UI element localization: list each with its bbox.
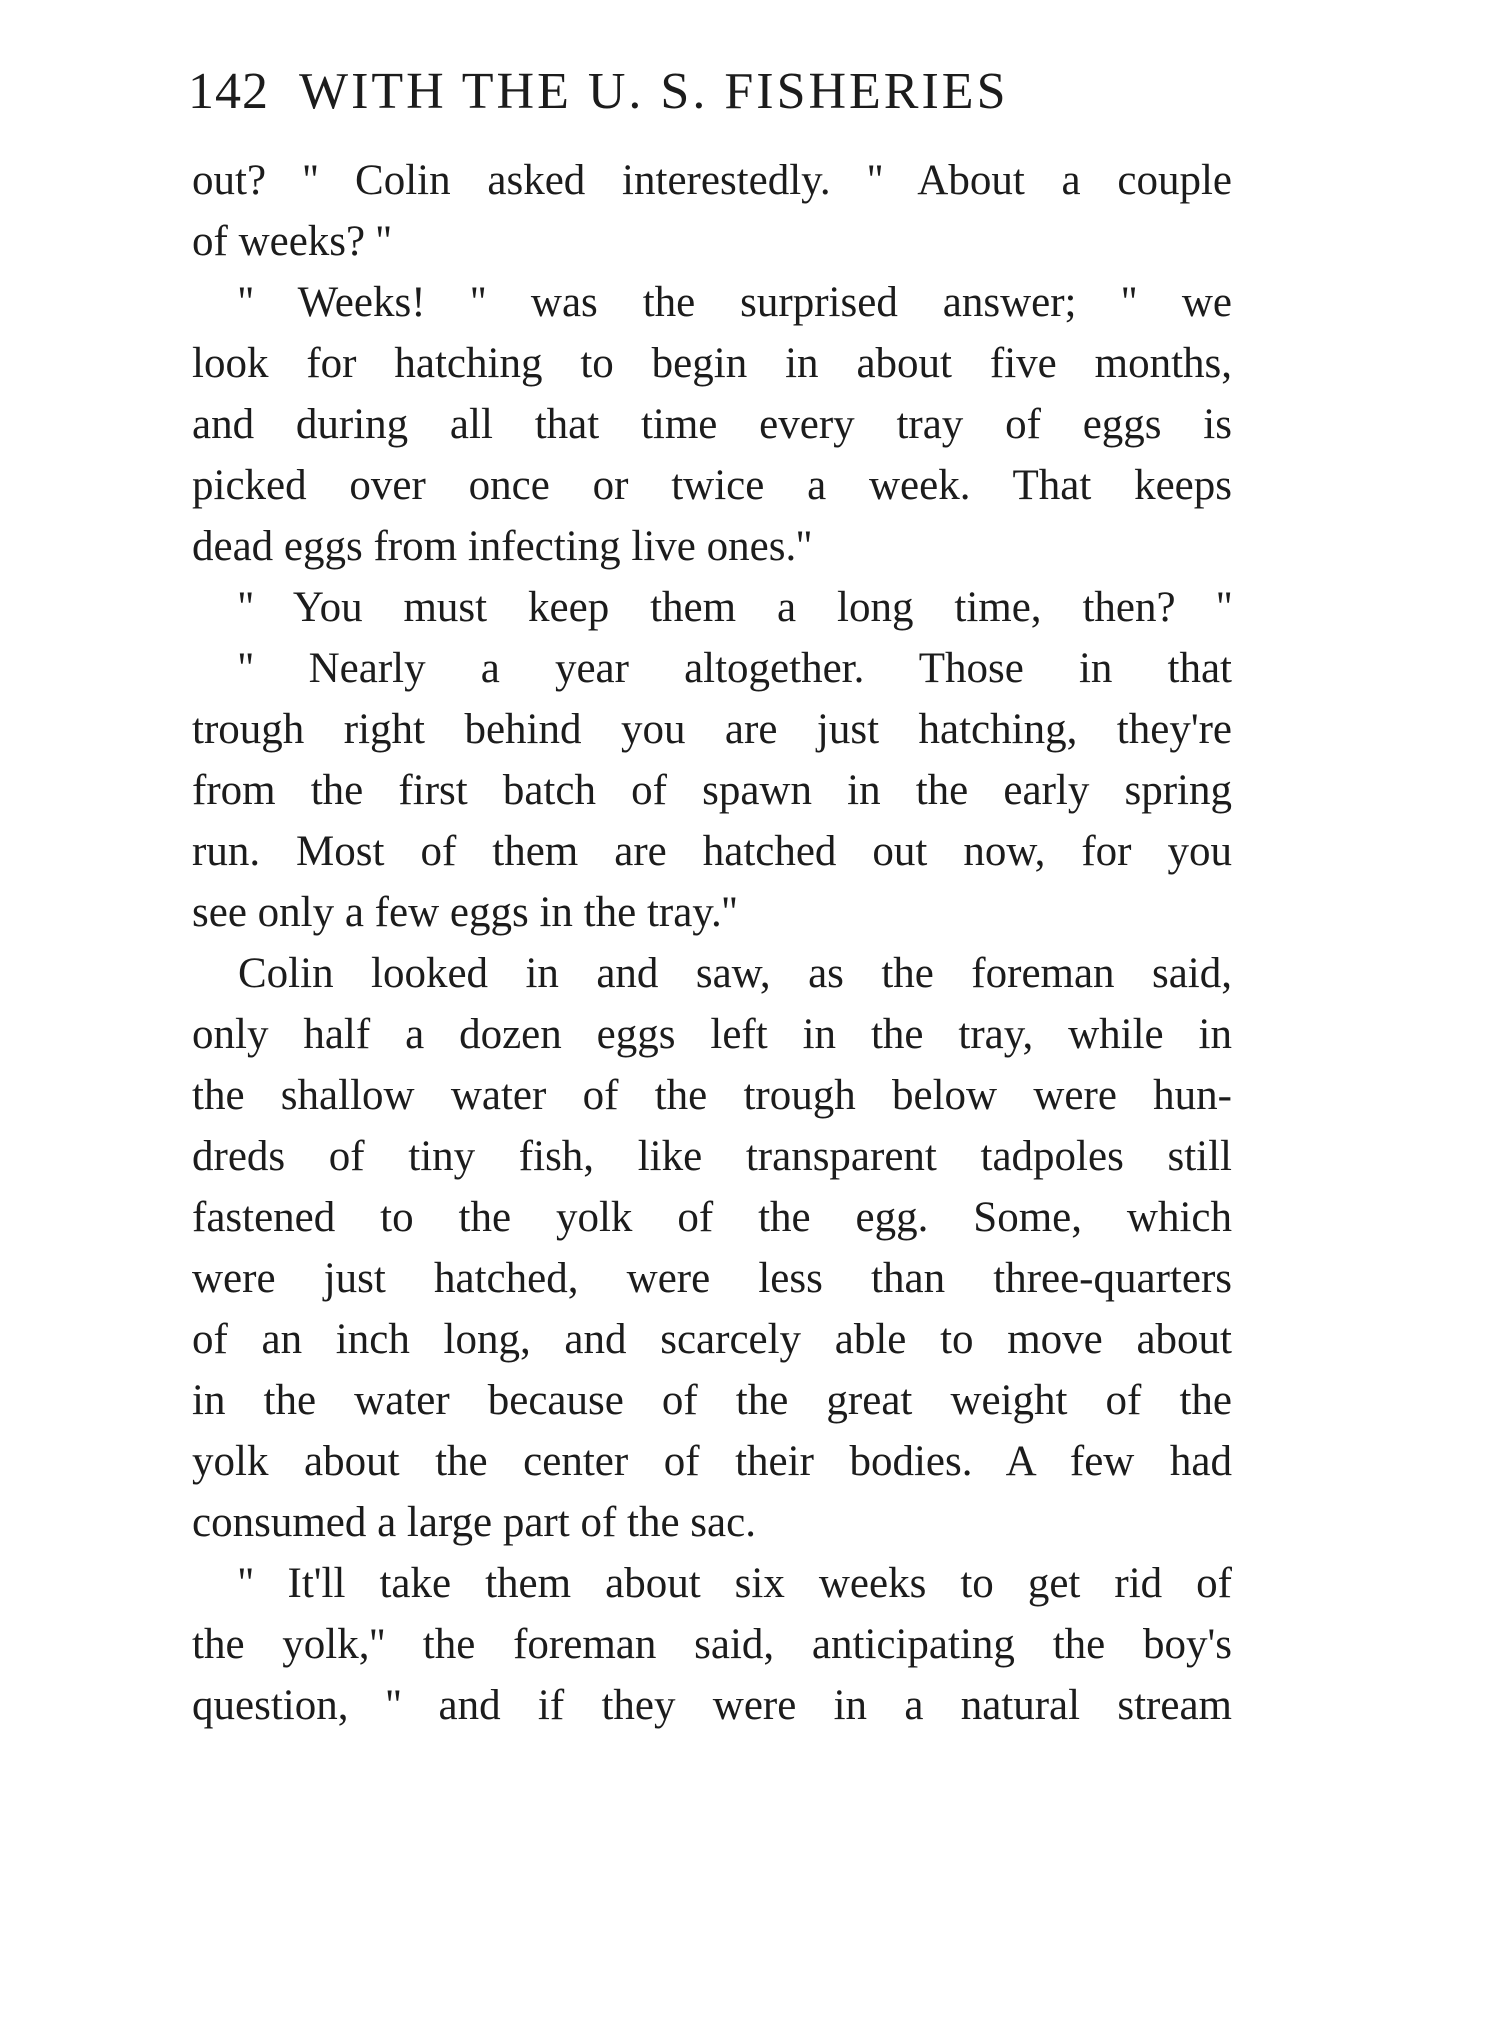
text-line: dead eggs from infecting live ones.'' bbox=[192, 523, 812, 570]
running-head bbox=[188, 62, 1008, 122]
body-text bbox=[192, 150, 1232, 1736]
text-line: '' Weeks! '' was the surprised answer; '' we bbox=[238, 279, 1232, 326]
text-line: Colin looked in and saw, as the foreman said, bbox=[238, 950, 1232, 997]
text-line: '' It'll take them about six weeks to get rid of bbox=[238, 1560, 1232, 1607]
text-line: '' Nearly a year altogether. Those in that bbox=[238, 645, 1232, 692]
text-line: the shallow water of the trough below were hun- bbox=[192, 1072, 1232, 1119]
text-line: question, '' and if they were in a natural stream bbox=[192, 1682, 1232, 1729]
text-line: run. Most of them are hatched out now, for you bbox=[192, 828, 1232, 875]
running-title: WITH THE U. S. FISHERIES bbox=[299, 63, 1009, 120]
text-line: in the water because of the great weight of the bbox=[192, 1377, 1232, 1424]
page-number: 142 bbox=[188, 63, 269, 120]
text-line: from the first batch of spawn in the early spring bbox=[192, 767, 1232, 814]
text-line: of weeks? '' bbox=[192, 218, 392, 265]
text-line: trough right behind you are just hatching, they're bbox=[192, 706, 1232, 753]
text-line: consumed a large part of the sac. bbox=[192, 1499, 756, 1546]
text-line: out? '' Colin asked interestedly. '' About a couple bbox=[192, 157, 1232, 204]
text-line: picked over once or twice a week. That keeps bbox=[192, 462, 1232, 509]
text-line: '' You must keep them a long time, then? '' bbox=[238, 584, 1232, 631]
text-line: only half a dozen eggs left in the tray, while in bbox=[192, 1011, 1232, 1058]
text-line: dreds of tiny fish, like transparent tadpoles still bbox=[192, 1133, 1232, 1180]
text-line: of an inch long, and scarcely able to move about bbox=[192, 1316, 1232, 1363]
text-line: were just hatched, were less than three-quarters bbox=[192, 1255, 1232, 1302]
text-line: see only a few eggs in the tray.'' bbox=[192, 889, 738, 936]
text-line: look for hatching to begin in about five months, bbox=[192, 340, 1232, 387]
text-line: fastened to the yolk of the egg. Some, which bbox=[192, 1194, 1232, 1241]
text-line: yolk about the center of their bodies. A few had bbox=[192, 1438, 1232, 1485]
text-line: and during all that time every tray of eggs is bbox=[192, 401, 1232, 448]
text-line: the yolk,'' the foreman said, anticipating the boy's bbox=[192, 1621, 1232, 1668]
